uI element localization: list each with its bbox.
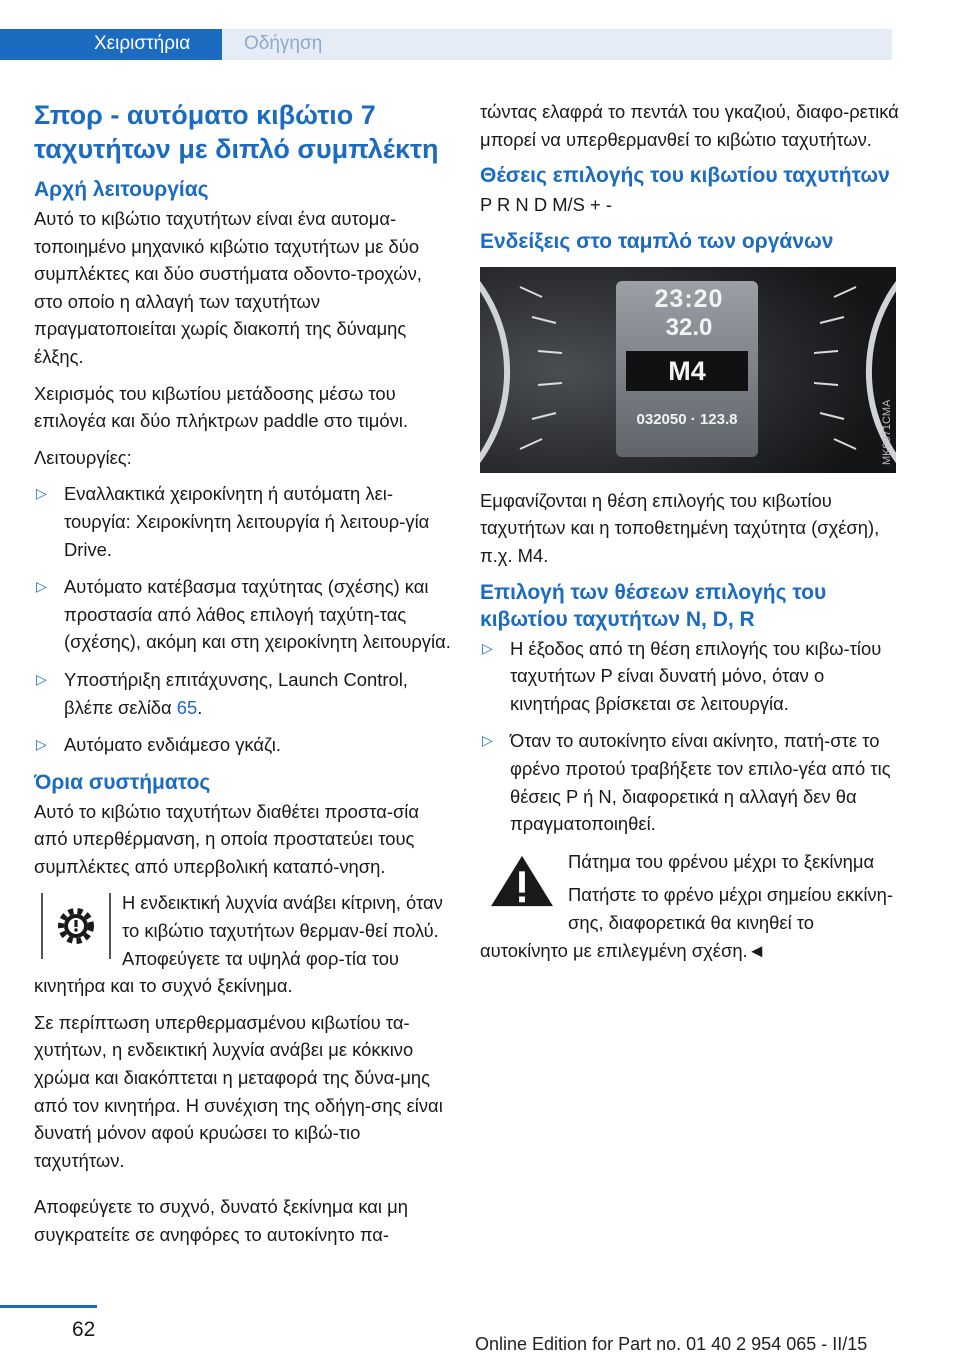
- paragraph: Αυτό το κιβώτιο ταχυτήτων είναι ένα αυτομα-τοποιημένο μηχανικό κιβώτιο ταχυτήτων με δύο συμπλέκτες και δύο συστήματα οδοντο-τροχών, στο οποίο η αλλαγή των ταχυτήτων πραγματοποιείται χωρίς διακοπή της δύναμης έλξης.: [34, 208, 422, 367]
- paragraph: Σε περίπτωση υπερθερμασμένου κιβωτίου τα-χυτήτων, η ενδεικτική λυχνία ανάβει με κόκκινο χρώμα και διακόπτεται η μεταφορά της δύνα-μης από τον κινητήρα. Η συνέχιση της οδήγη-σης είναι δυνατή μόνον αφού κρυώσει το κιβώ-τιο ταχυτήτων.: [34, 1011, 443, 1171]
- instrument-cluster-image: [480, 267, 896, 473]
- triangle-right-icon: ▷: [482, 639, 493, 656]
- paragraph: Λειτουργίες:: [34, 446, 132, 468]
- heading-select: Επιλογή των θέσεων επιλογής του κιβωτίου ταχυτήτων N, D, R: [480, 580, 827, 631]
- page-number: 62: [72, 1318, 96, 1341]
- triangle-right-icon: ▷: [36, 578, 47, 595]
- paragraph: Αποφεύγετε το συχνό, δυνατό ξεκίνημα και μη συγκρατείτε σε ανηφόρες το αυτοκίνητο πα-: [34, 1196, 408, 1245]
- tab-driving-label[interactable]: Οδήγηση: [244, 33, 323, 54]
- warning-text: Πατήστε το φρένο μέχρι σημείου εκκίνη-σης, διαφορετικά θα κινηθεί το αυτοκίνητο με επιλεγμένη σχέση.◄: [480, 884, 893, 961]
- warning-triangle-icon: [486, 852, 558, 910]
- page-title: Σπορ - αυτόματο κιβώτιο 7 ταχυτήτων με διπλό συμπλέκτη: [34, 100, 439, 164]
- list-item-text-end: .: [197, 696, 203, 718]
- right-column: [480, 98, 900, 973]
- cluster-odometer: 032050 · 123.8: [636, 410, 738, 428]
- list-item-text: Υποστήριξη επιτάχυνσης, Launch Control, βλέπε σελίδα: [64, 668, 408, 718]
- heading-display: Ενδείξεις στο ταμπλό των οργάνων: [480, 229, 834, 253]
- header-tabbar: [0, 29, 892, 60]
- cluster-gear: M4: [668, 355, 706, 386]
- list-item-text: Η έξοδος από τη θέση επιλογής του κιβω-τίου ταχυτήτων P είναι δυνατή μόνο, όταν ο κινητήρας βρίσκεται σε λειτουργία.: [510, 637, 882, 714]
- positions-text: P R N D M/S + -: [480, 194, 612, 216]
- list-item: [34, 731, 454, 759]
- list-item-text: Όταν το αυτοκίνητο είναι ακίνητο, πατή-στε το φρένο προτού τραβήξετε τον επιλο-γέα από τις θέσεις P ή N, διαφορετικά η αλλαγή δεν θα πραγματοποιηθεί.: [510, 730, 891, 835]
- paragraph: τώντας ελαφρά το πεντάλ του γκαζιού, διαφο-ρετικά μπορεί να υπερθερμανθεί το κιβώτιο ταχυτήτων.: [480, 101, 899, 150]
- list-item: [34, 666, 454, 721]
- left-column: [34, 98, 454, 1258]
- image-code: MK0971CMA: [881, 399, 893, 465]
- warning-title: Πάτημα του φρένου μέχρι το ξεκίνημα: [568, 850, 875, 872]
- heading-positions: Θέσεις επιλογής του κιβωτίου ταχυτήτων: [480, 164, 890, 188]
- tab-controls-label[interactable]: Χειριστήρια: [94, 33, 191, 54]
- gear-warning-note: [34, 889, 454, 999]
- list-item-text: Εναλλακτικά χειροκίνητη ή αυτόματη λει-τουργία: Χειροκίνητη λειτουργία ή λειτουρ-γία Drive.: [64, 483, 430, 560]
- select-list: [480, 635, 900, 838]
- caution-note: [480, 848, 900, 964]
- list-item: [480, 727, 900, 837]
- list-item-text: Αυτόματο ενδιάμεσο γκάζι.: [64, 734, 281, 756]
- triangle-right-icon: ▷: [482, 732, 493, 749]
- list-item-text: Αυτόματο κατέβασμα ταχύτητας (σχέσης) και προστασία από λάθος επιλογή ταχύτη-τας (σχέσης), ακόμη και στη χειροκίνητη λειτουργία.: [64, 576, 451, 653]
- edition-text: Online Edition for Part no. 01 40 2 954 065 - II/15: [475, 1334, 868, 1354]
- heading-operation: Αρχή λειτουργίας: [34, 178, 209, 201]
- list-item: [34, 573, 454, 656]
- paragraph: Εμφανίζονται η θέση επιλογής του κιβωτίου ταχυτήτων και η τοποθετημένη ταχύτητα (σχέση), π.χ. M4.: [480, 489, 880, 566]
- functions-list: [34, 480, 454, 758]
- cluster-time: 23:20: [654, 284, 724, 313]
- triangle-right-icon: ▷: [36, 670, 47, 687]
- heading-limits: Όρια συστήματος: [34, 770, 211, 794]
- paragraph: Αυτό το κιβώτιο ταχυτήτων διαθέτει προστα-σία από υπερθέρμανση, η οποία προστατεύει τους συμπλέκτες από υπερβολική καταπό-νηση.: [34, 800, 420, 877]
- gear-warning-icon: [40, 891, 112, 961]
- paragraph: Χειρισμός του κιβωτίου μετάδοσης μέσω του επιλογέα και δύο πλήκτρων paddle στο τιμόνι.: [34, 382, 408, 432]
- list-item: [34, 480, 454, 563]
- triangle-right-icon: ▷: [36, 485, 47, 502]
- note-text: Η ενδεικτική λυχνία ανάβει κίτρινη, όταν το κιβώτιο ταχυτήτων θερμαν-θεί πολύ. Αποφεύγετε τα υψηλά φορ-τία του κινητήρα και το συχνό ξεκίνημα.: [34, 892, 443, 997]
- page-link[interactable]: 65: [176, 696, 198, 718]
- list-item: [480, 635, 900, 718]
- triangle-right-icon: ▷: [36, 736, 47, 753]
- footer-rule: [0, 1305, 97, 1308]
- cluster-temp: 32.0: [665, 313, 713, 341]
